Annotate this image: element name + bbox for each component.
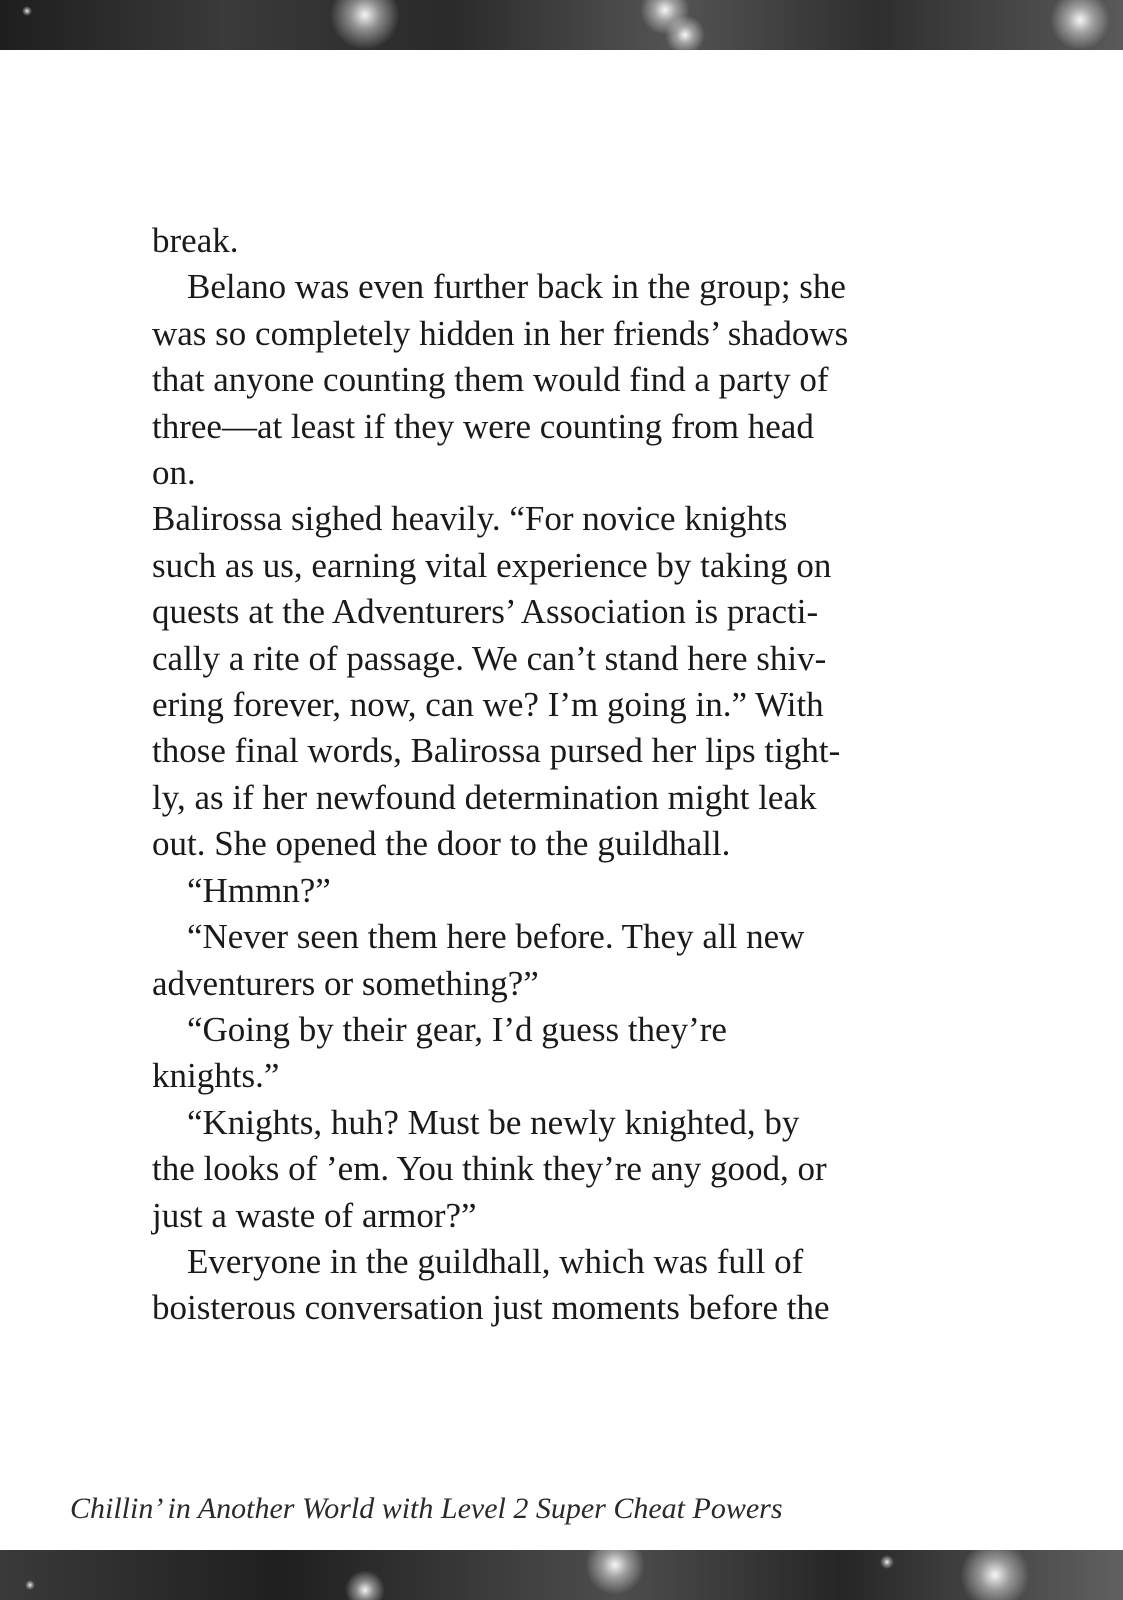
text-line: Everyone in the guildhall, which was full of	[152, 1241, 804, 1281]
sparkle-decoration	[345, 1570, 385, 1600]
bottom-decorative-band	[0, 1550, 1123, 1600]
text-line: “Going by their gear, I’d guess they’re	[152, 1009, 727, 1049]
text-line: “Knights, huh? Must be newly knighted, by	[152, 1102, 800, 1142]
text-line: Belano was even further back in the group; she	[152, 267, 846, 307]
text-line: knights.”	[152, 1056, 280, 1096]
text-line: boisterous conversation just moments before the	[152, 1288, 830, 1328]
book-title-footer: Chillin’ in Another World with Level 2 Super Cheat Powers	[70, 1492, 783, 1525]
text-line: that anyone counting them would find a party of	[152, 360, 829, 400]
sparkle-decoration	[330, 0, 400, 50]
body-text	[152, 218, 952, 1332]
text-line: such as us, earning vital experience by taking on	[152, 545, 832, 585]
text-line: Balirossa sighed heavily. “For novice knights	[152, 499, 788, 539]
text-line: adventurers or something?”	[152, 963, 539, 1003]
text-line: “Never seen them here before. They all new	[152, 917, 805, 957]
sparkle-decoration	[665, 15, 705, 50]
text-line: three—at least if they were counting from head	[152, 406, 814, 446]
text-line: was so completely hidden in her friends’ shadows	[152, 313, 849, 353]
sparkle-decoration	[585, 1550, 645, 1595]
sparkle-decoration	[960, 1550, 1030, 1600]
sparkle-decoration	[880, 1555, 894, 1569]
text-line: quests at the Adventurers’ Association is practi-	[152, 592, 819, 632]
top-decorative-band	[0, 0, 1123, 50]
sparkle-decoration	[1050, 0, 1110, 50]
text-line: on.	[152, 453, 196, 493]
text-line: ering forever, now, can we? I’m going in.” With	[152, 685, 824, 725]
text-line: “Hmmn?”	[152, 870, 331, 910]
sparkle-decoration	[22, 6, 32, 16]
text-line: ly, as if her newfound determination might leak	[152, 777, 817, 817]
text-line: cally a rite of passage. We can’t stand here shiv-	[152, 638, 827, 678]
text-line: those final words, Balirossa pursed her lips tight-	[152, 731, 841, 771]
text-line: the looks of ’em. You think they’re any good, or	[152, 1149, 827, 1189]
text-line: just a waste of armor?”	[152, 1195, 477, 1235]
text-line: break.	[152, 221, 239, 260]
text-line: out. She opened the door to the guildhall.	[152, 824, 731, 864]
sparkle-decoration	[25, 1580, 35, 1590]
